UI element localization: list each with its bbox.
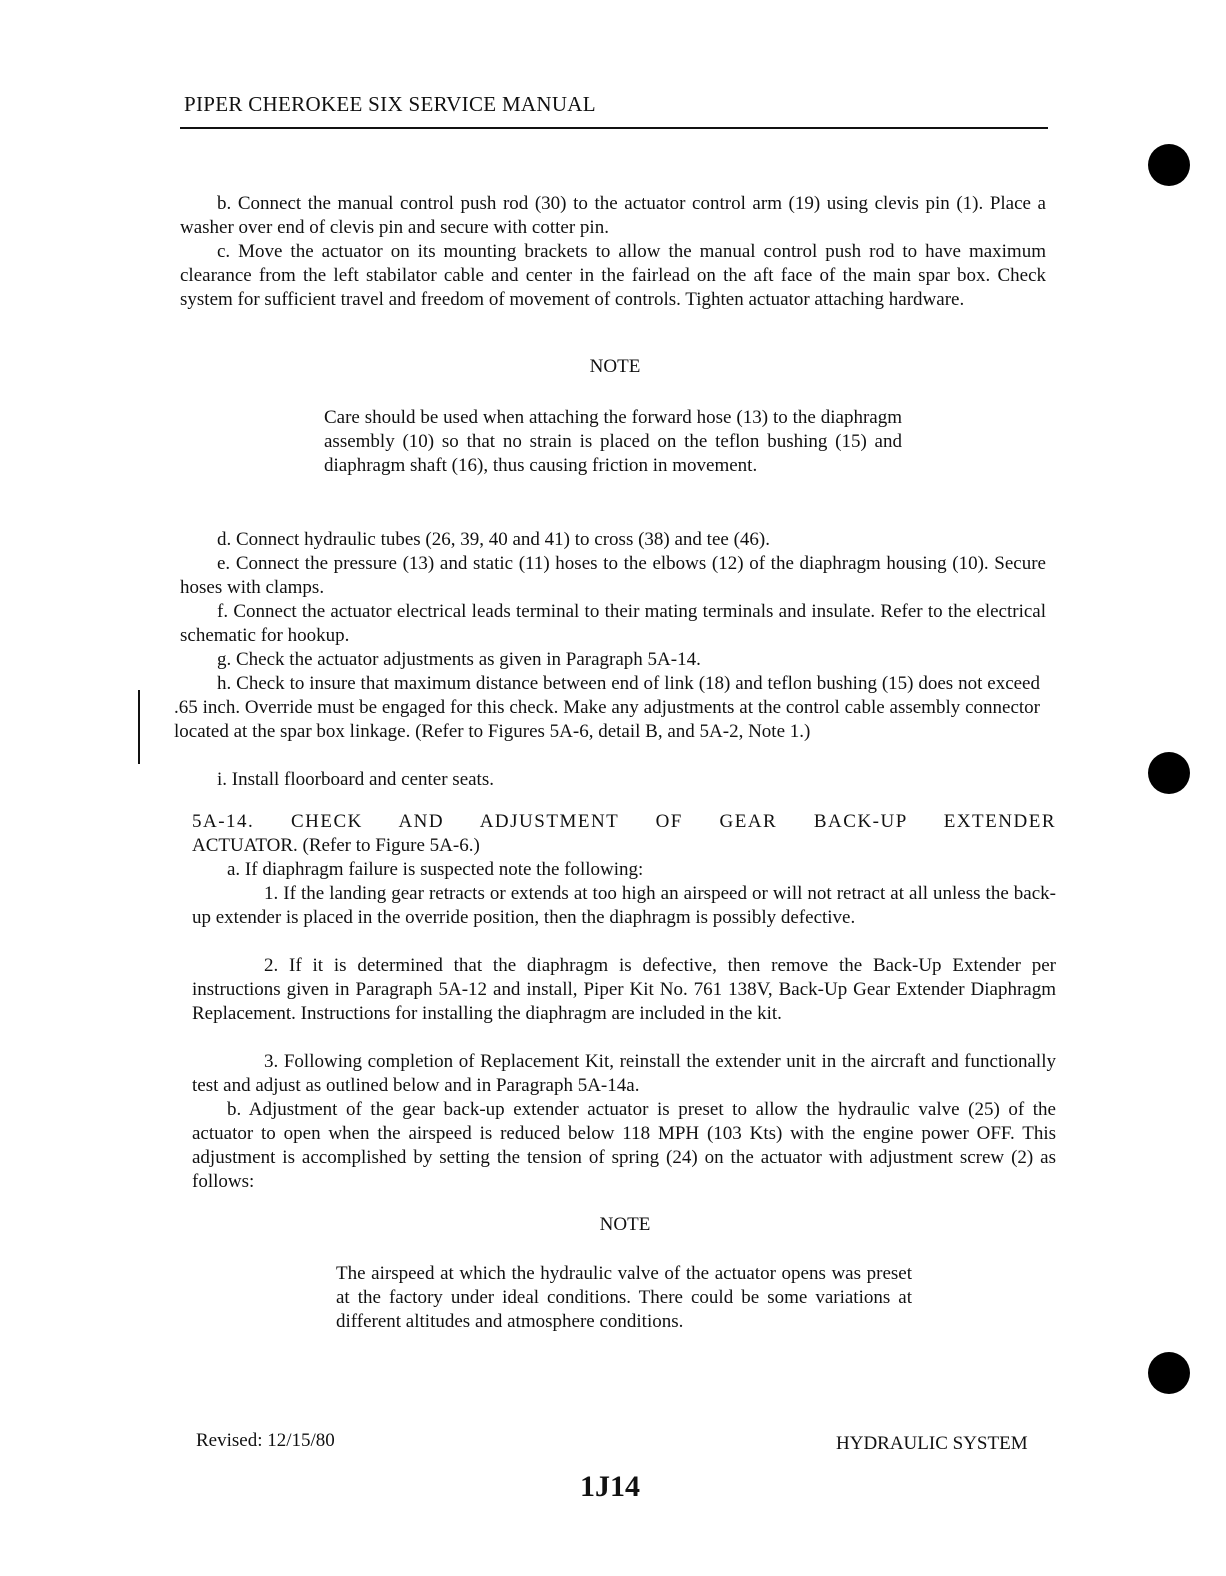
step-i: i. Install floorboard and center seats. [217,769,494,790]
header-rule [180,127,1048,129]
page-header-title: PIPER CHEROKEE SIX SERVICE MANUAL [184,92,596,116]
section-step-a2: 2. If it is determined that the diaphragm is defective, then remove the Back-Up Extender per instructions given in Paragraph 5A-12 and install, Piper Kit No. 761 138V, Back-Up Gear Extender Diaphragm Replacement. Instructions for installing the diaphragm are included in the kit. [192,955,1056,1024]
step-h: h. Check to insure that maximum distance between end of link (18) and teflon bushing (15) does not exceed .65 inch. Override must be engaged for this check. Make any adjustments at the control cable assembly connector located at the spar box linkage. (Refer to Figures 5A-6, detail B, and 5A-2, Note 1.) [174,673,1040,742]
step-d: d. Connect hydraulic tubes (26, 39, 40 and 41) to cross (38) and tee (46). [217,529,770,550]
step-c-top: c. Move the actuator on its mounting brackets to allow the manual control push rod to have maximum clearance from the left stabilator cable and center in the fairlead on the aft face of the main spar box. Check system for sufficient travel and freedom of movement of controls. Tighten actuator attaching hardware. [180,241,1046,310]
section-step-b: b. Adjustment of the gear back-up extender actuator is preset to allow the hydraulic valve (25) of the actuator to open when the airspeed is reduced below 118 MPH (103 Kts) with the engine power OFF. This adjustment is accomplished by setting the tension of spring (24) on the actuator with adjustment screw (2) as follows: [192,1099,1056,1192]
note-heading-2: NOTE [599,1214,651,1235]
section-heading-line1: 5A-14. CHECK AND ADJUSTMENT OF GEAR BACK-UP EXTENDER [192,811,1056,832]
section-step-a: a. If diaphragm failure is suspected note the following: [227,859,644,880]
binder-hole-middle [1148,752,1190,794]
step-b-top: b. Connect the manual control push rod (30) to the actuator control arm (19) using clevis pin (1). Place a washer over end of clevis pin and secure with cotter pin. [180,193,1046,238]
binder-hole-bottom [1148,1352,1190,1394]
note-text-2: The airspeed at which the hydraulic valve of the actuator opens was preset at the factory under ideal conditions. There could be some variations at different altitudes and atmosphere conditions. [336,1263,912,1332]
step-e: e. Connect the pressure (13) and static (11) hoses to the elbows (12) of the diaphragm housing (10). Secure hoses with clamps. [180,553,1046,598]
revision-change-bar [138,690,140,764]
section-heading-line2: ACTUATOR. (Refer to Figure 5A-6.) [192,835,480,856]
revision-date: Revised: 12/15/80 [196,1430,335,1451]
section-step-a1: 1. If the landing gear retracts or extends at too high an airspeed or will not retract at all unless the back-up extender is placed in the override position, then the diaphragm is possibly defective. [192,883,1056,928]
step-f: f. Connect the actuator electrical leads terminal to their mating terminals and insulate. Refer to the electrical schematic for hookup. [180,601,1046,646]
section-step-a3: 3. Following completion of Replacement Kit, reinstall the extender unit in the aircraft and functionally test and adjust as outlined below and in Paragraph 5A-14a. [192,1051,1056,1096]
section-heading [192,810,1056,858]
step-g: g. Check the actuator adjustments as given in Paragraph 5A-14. [217,649,701,670]
note-heading-1: NOTE [589,356,641,377]
page-code: 1J14 [580,1470,640,1503]
note-text-1: Care should be used when attaching the forward hose (13) to the diaphragm assembly (10) so that no strain is placed on the teflon bushing (15) and diaphragm shaft (16), thus causing friction in movement. [324,407,902,476]
binder-hole-top [1148,144,1190,186]
footer-section-title: HYDRAULIC SYSTEM [836,1433,1028,1454]
